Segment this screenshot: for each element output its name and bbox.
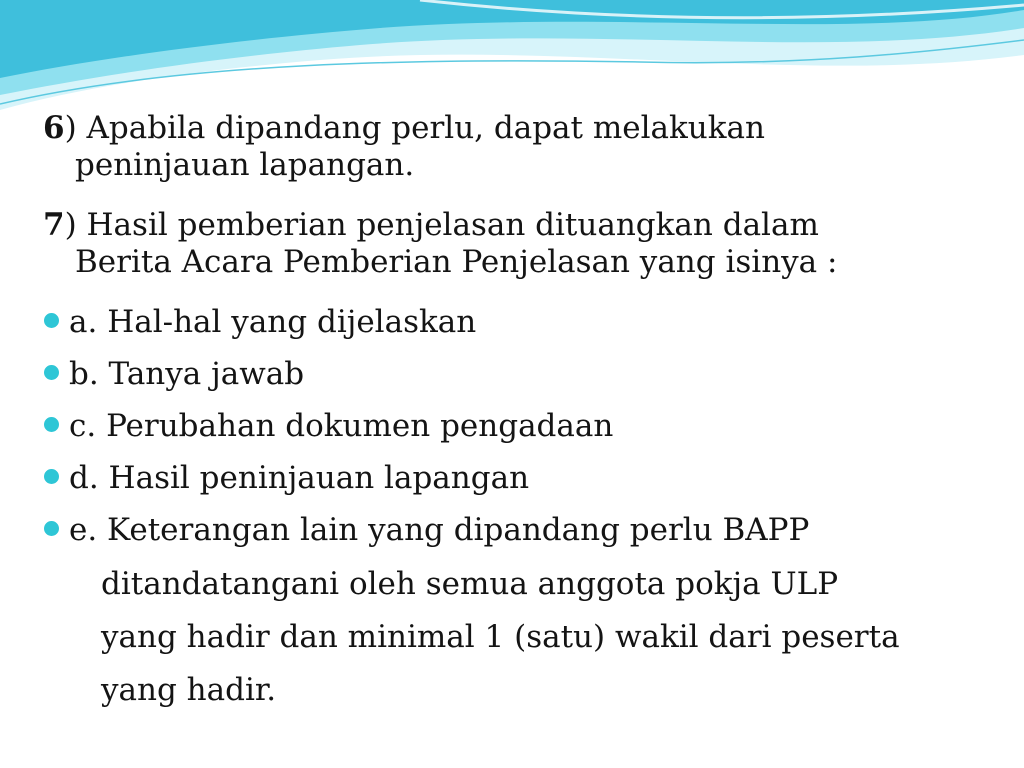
bullet-dot-icon [44,521,59,536]
bullet-e-continuation-2: yang hadir dan minimal 1 (satu) wakil dari peserta [101,619,900,655]
bullet-item-c [44,408,1004,445]
bullet-text: b. Tanya jawab [69,356,305,392]
item-7-number: 7 [43,207,65,243]
bullet-item-d [44,460,1004,497]
bullet-item-e [44,512,1004,549]
item-6-text-line1: ) Apabila dipandang perlu, dapat melakukan [64,110,765,146]
item-7-text-line2: Berita Acara Pemberian Penjelasan yang isinya : [75,244,838,280]
bullet-dot-icon [44,365,59,380]
bullet-item-a [44,304,1004,341]
item-6 [43,110,983,184]
bullet-dot-icon [44,469,59,484]
bullet-dot-icon [44,313,59,328]
bullet-text: c. Perubahan dokumen pengadaan [69,408,614,444]
bullet-item-b [44,356,1004,393]
item-7-text-line1: ) Hasil pemberian penjelasan dituangkan dalam [64,207,819,243]
bullet-text: d. Hasil peninjauan lapangan [69,460,530,496]
item-7 [43,207,983,281]
bullet-e-continuation-3: yang hadir. [101,672,277,708]
bullet-e-continuation-1: ditandatangani oleh semua anggota pokja ULP [101,566,839,602]
item-6-number: 6 [43,110,65,146]
item-6-text-line2: peninjauan lapangan. [75,147,415,183]
bullet-text: e. Keterangan lain yang dipandang perlu BAPP [69,512,810,548]
bullet-dot-icon [44,417,59,432]
bullet-text: a. Hal-hal yang dijelaskan [69,304,477,340]
